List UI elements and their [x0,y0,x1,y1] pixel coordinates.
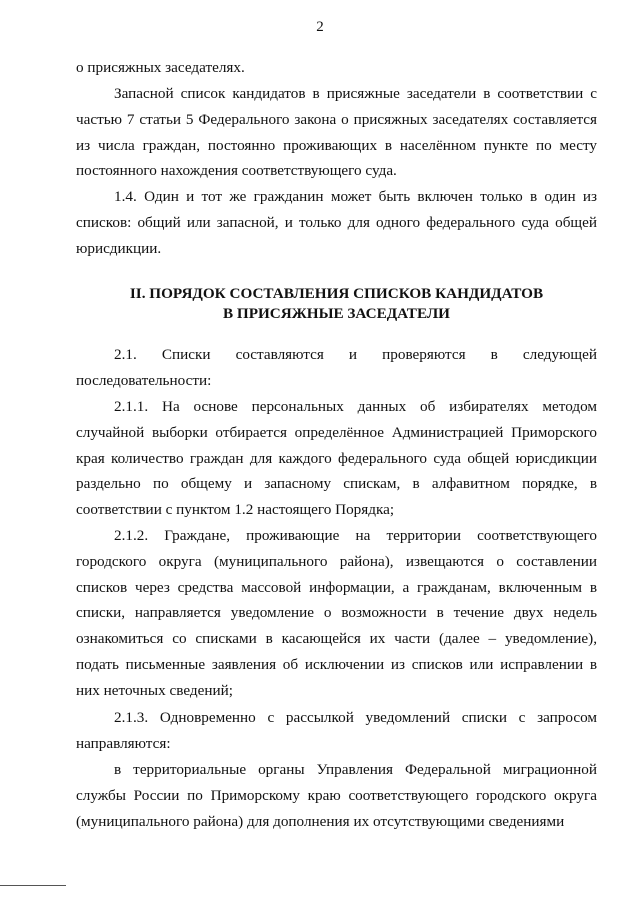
paragraph-reserve-list: Запасной список кандидатов в присяжные заседатели в соответствии с частью 7 статьи 5 Федерального закона о присяжных заседателях составляется из числа граждан, постоянно проживающих в населённом пункте по месту постоянного нахождения соответствующего суда. [76,85,597,180]
paragraph-2-1: 2.1. Списки составляются и проверяются в следующей последовательности: [76,346,597,389]
page-number: 2 [316,19,324,35]
paragraph-continuation: о присяжных заседателях. [76,59,245,76]
section-heading [76,284,597,324]
paragraph-2-1-1: 2.1.1. На основе персональных данных об избирателях методом случайной выборки отбирается определённое Администрацией Приморского края количество граждан для каждого федерального суда общей юрисдикции раздельно по общему и запасному спискам, в алфавитном порядке, в соответствии с пунктом 1.2 настоящего Порядка; [76,398,597,519]
section-heading-line-1: II. ПОРЯДОК СОСТАВЛЕНИЯ СПИСКОВ КАНДИДАТОВ [129,285,544,302]
footer-divider [0,885,66,886]
paragraph-2-1-3: 2.1.3. Одновременно с рассылкой уведомлений списки с запросом направляются: [76,709,597,752]
section-heading-line-2: В ПРИСЯЖНЫЕ ЗАСЕДАТЕЛИ [222,305,451,322]
paragraph-1-4: 1.4. Один и тот же гражданин может быть включен только в один из списков: общий или запасной, и только для одного федерального суда общей юрисдикции. [76,188,597,257]
paragraph-2-1-2: 2.1.2. Граждане, проживающие на территории соответствующего городского округа (муниципального района), извещаются о составлении списков через средства массовой информации, а гражданам, включенным в списки, направляется уведомление о возможности в течение двух недель ознакомиться со списками в касающейся их части (далее – уведомление), подать письменные заявления об исключении из списков или исправлении в них неточных сведений; [76,527,597,699]
paragraph-migration-service: в территориальные органы Управления Федеральной миграционной службы России по Приморскому краю соответствующего городского округа (муниципального района) для дополнения их отсутствующими сведениями [76,761,597,830]
